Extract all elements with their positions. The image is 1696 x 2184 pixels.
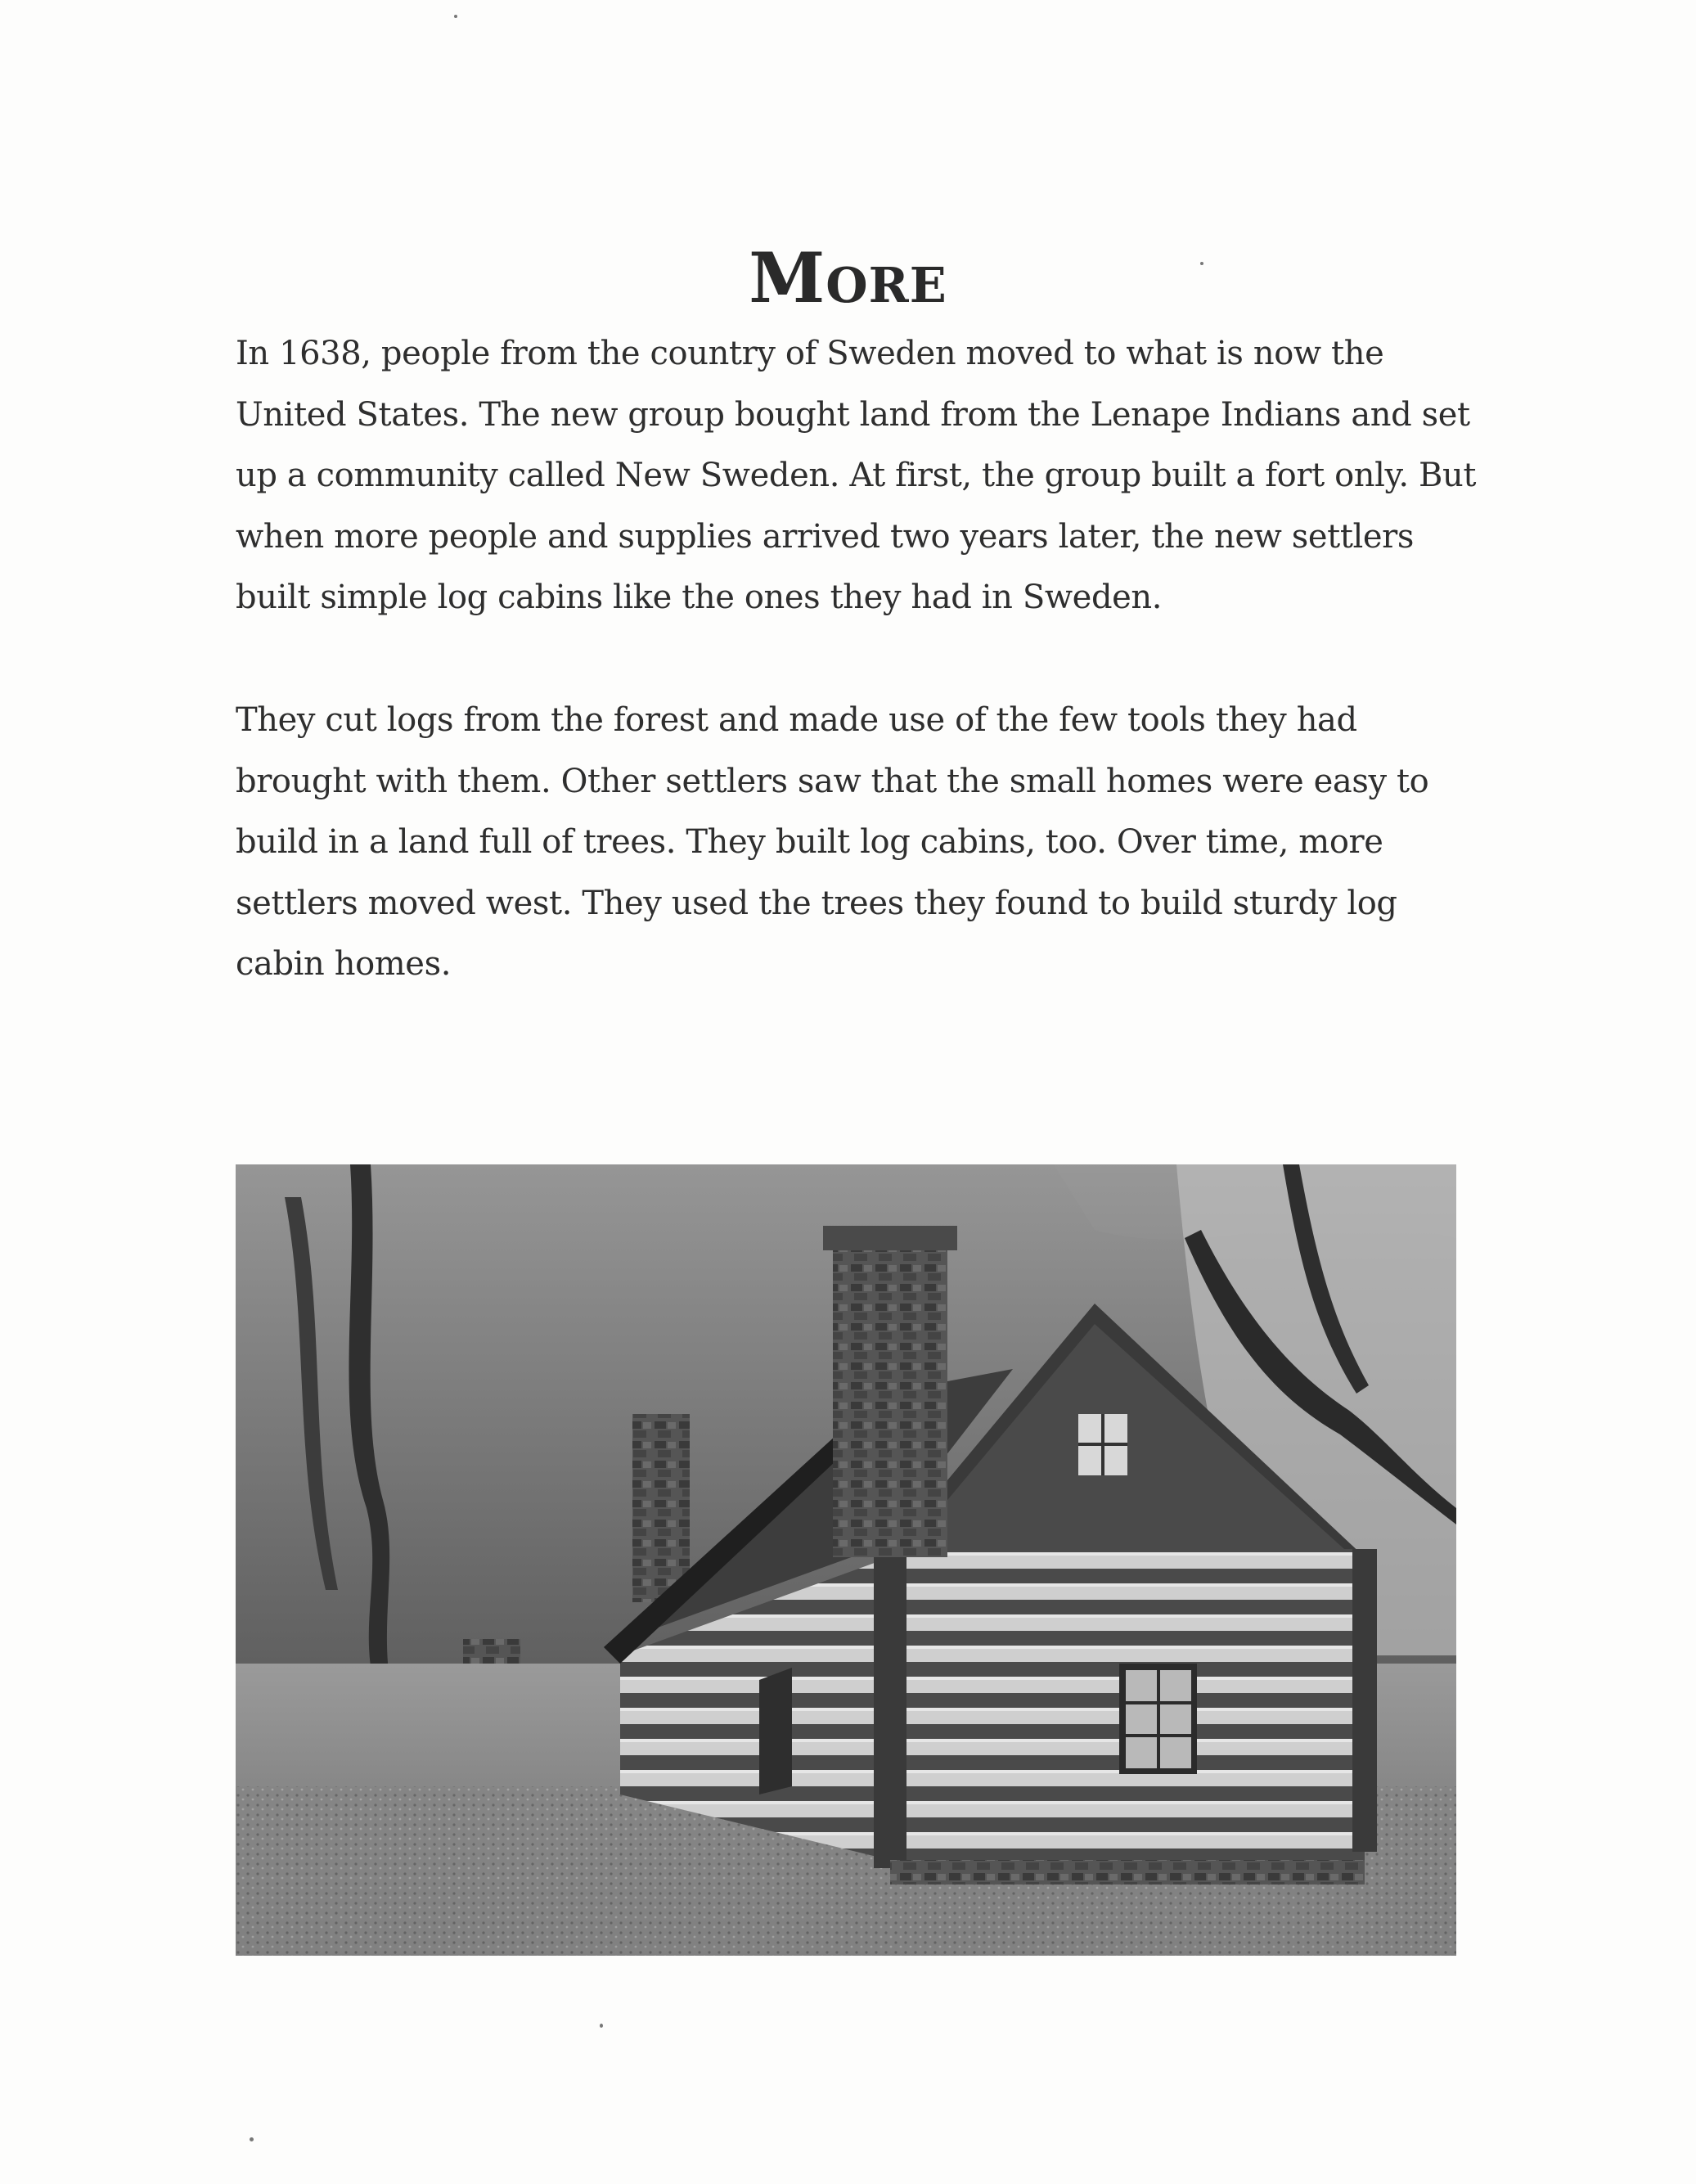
scan-speck	[600, 2024, 603, 2028]
log-cabin-photo	[236, 1164, 1456, 1956]
paragraph-history: In 1638, people from the country of Sweden moved to what is now the United States. The new group bought land from the Lenape Indians and set up a community called New Sweden. At first, the group built a fort only. But when more people and supplies arrived two years later, the new settlers built simple log cabins like the ones they had in Sweden.	[236, 335, 1477, 616]
scan-speck	[250, 2137, 254, 2141]
page-title: More	[749, 237, 947, 318]
scan-speck	[1200, 262, 1203, 265]
scan-speck	[454, 15, 457, 18]
paragraph-building: They cut logs from the forest and made use of the few tools they had brought with them. Other settlers saw that the small homes were easy to build in a land full of trees. They built log cabins, too. Over time, more settlers moved west. They used the trees they found to build sturdy log cabin homes.	[236, 701, 1429, 983]
